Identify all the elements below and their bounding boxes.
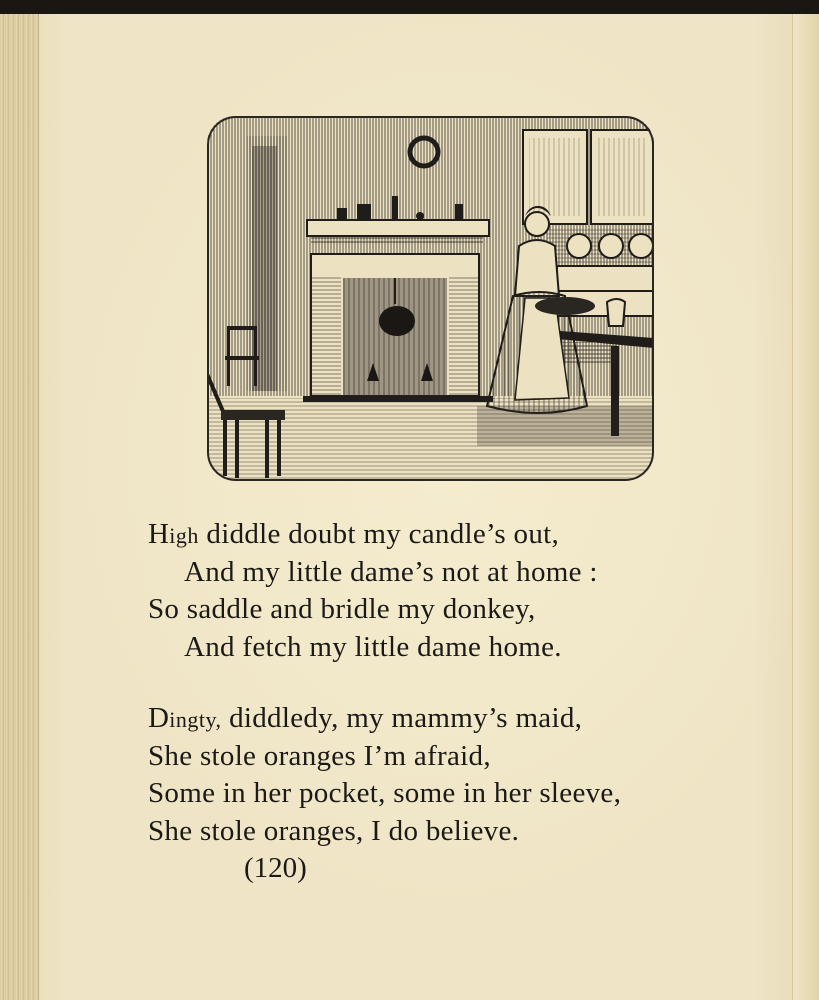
verse1-smallcaps: igh (169, 523, 199, 548)
verse1-line2: And my little dame’s not at home : (184, 556, 598, 588)
verse2-line4: She stole oranges, I do believe. (148, 815, 520, 847)
verse2-line1 (148, 702, 582, 735)
kitchen-engraving (207, 116, 654, 481)
verse2-initial: D (148, 702, 170, 734)
verse1-line1 (148, 518, 559, 551)
verse2-line2: She stole oranges I’m afraid, (148, 740, 491, 772)
verse2-line3: Some in her pocket, some in her sleeve, (148, 777, 622, 809)
verse1-line3: So saddle and bridle my donkey, (148, 593, 536, 625)
verse2-line1-text: diddledy, my mammy’s maid, (221, 702, 583, 734)
verse1-initial: H (148, 518, 170, 550)
verse2-smallcaps: ingty, (169, 707, 222, 732)
verse1-line4: And fetch my little dame home. (184, 631, 562, 663)
page-edge-right (792, 14, 819, 1000)
verse1-line1-text: diddle doubt my candle’s out, (198, 518, 560, 550)
page-stack-edge-left (0, 14, 39, 1000)
page-number: (120) (244, 852, 307, 884)
